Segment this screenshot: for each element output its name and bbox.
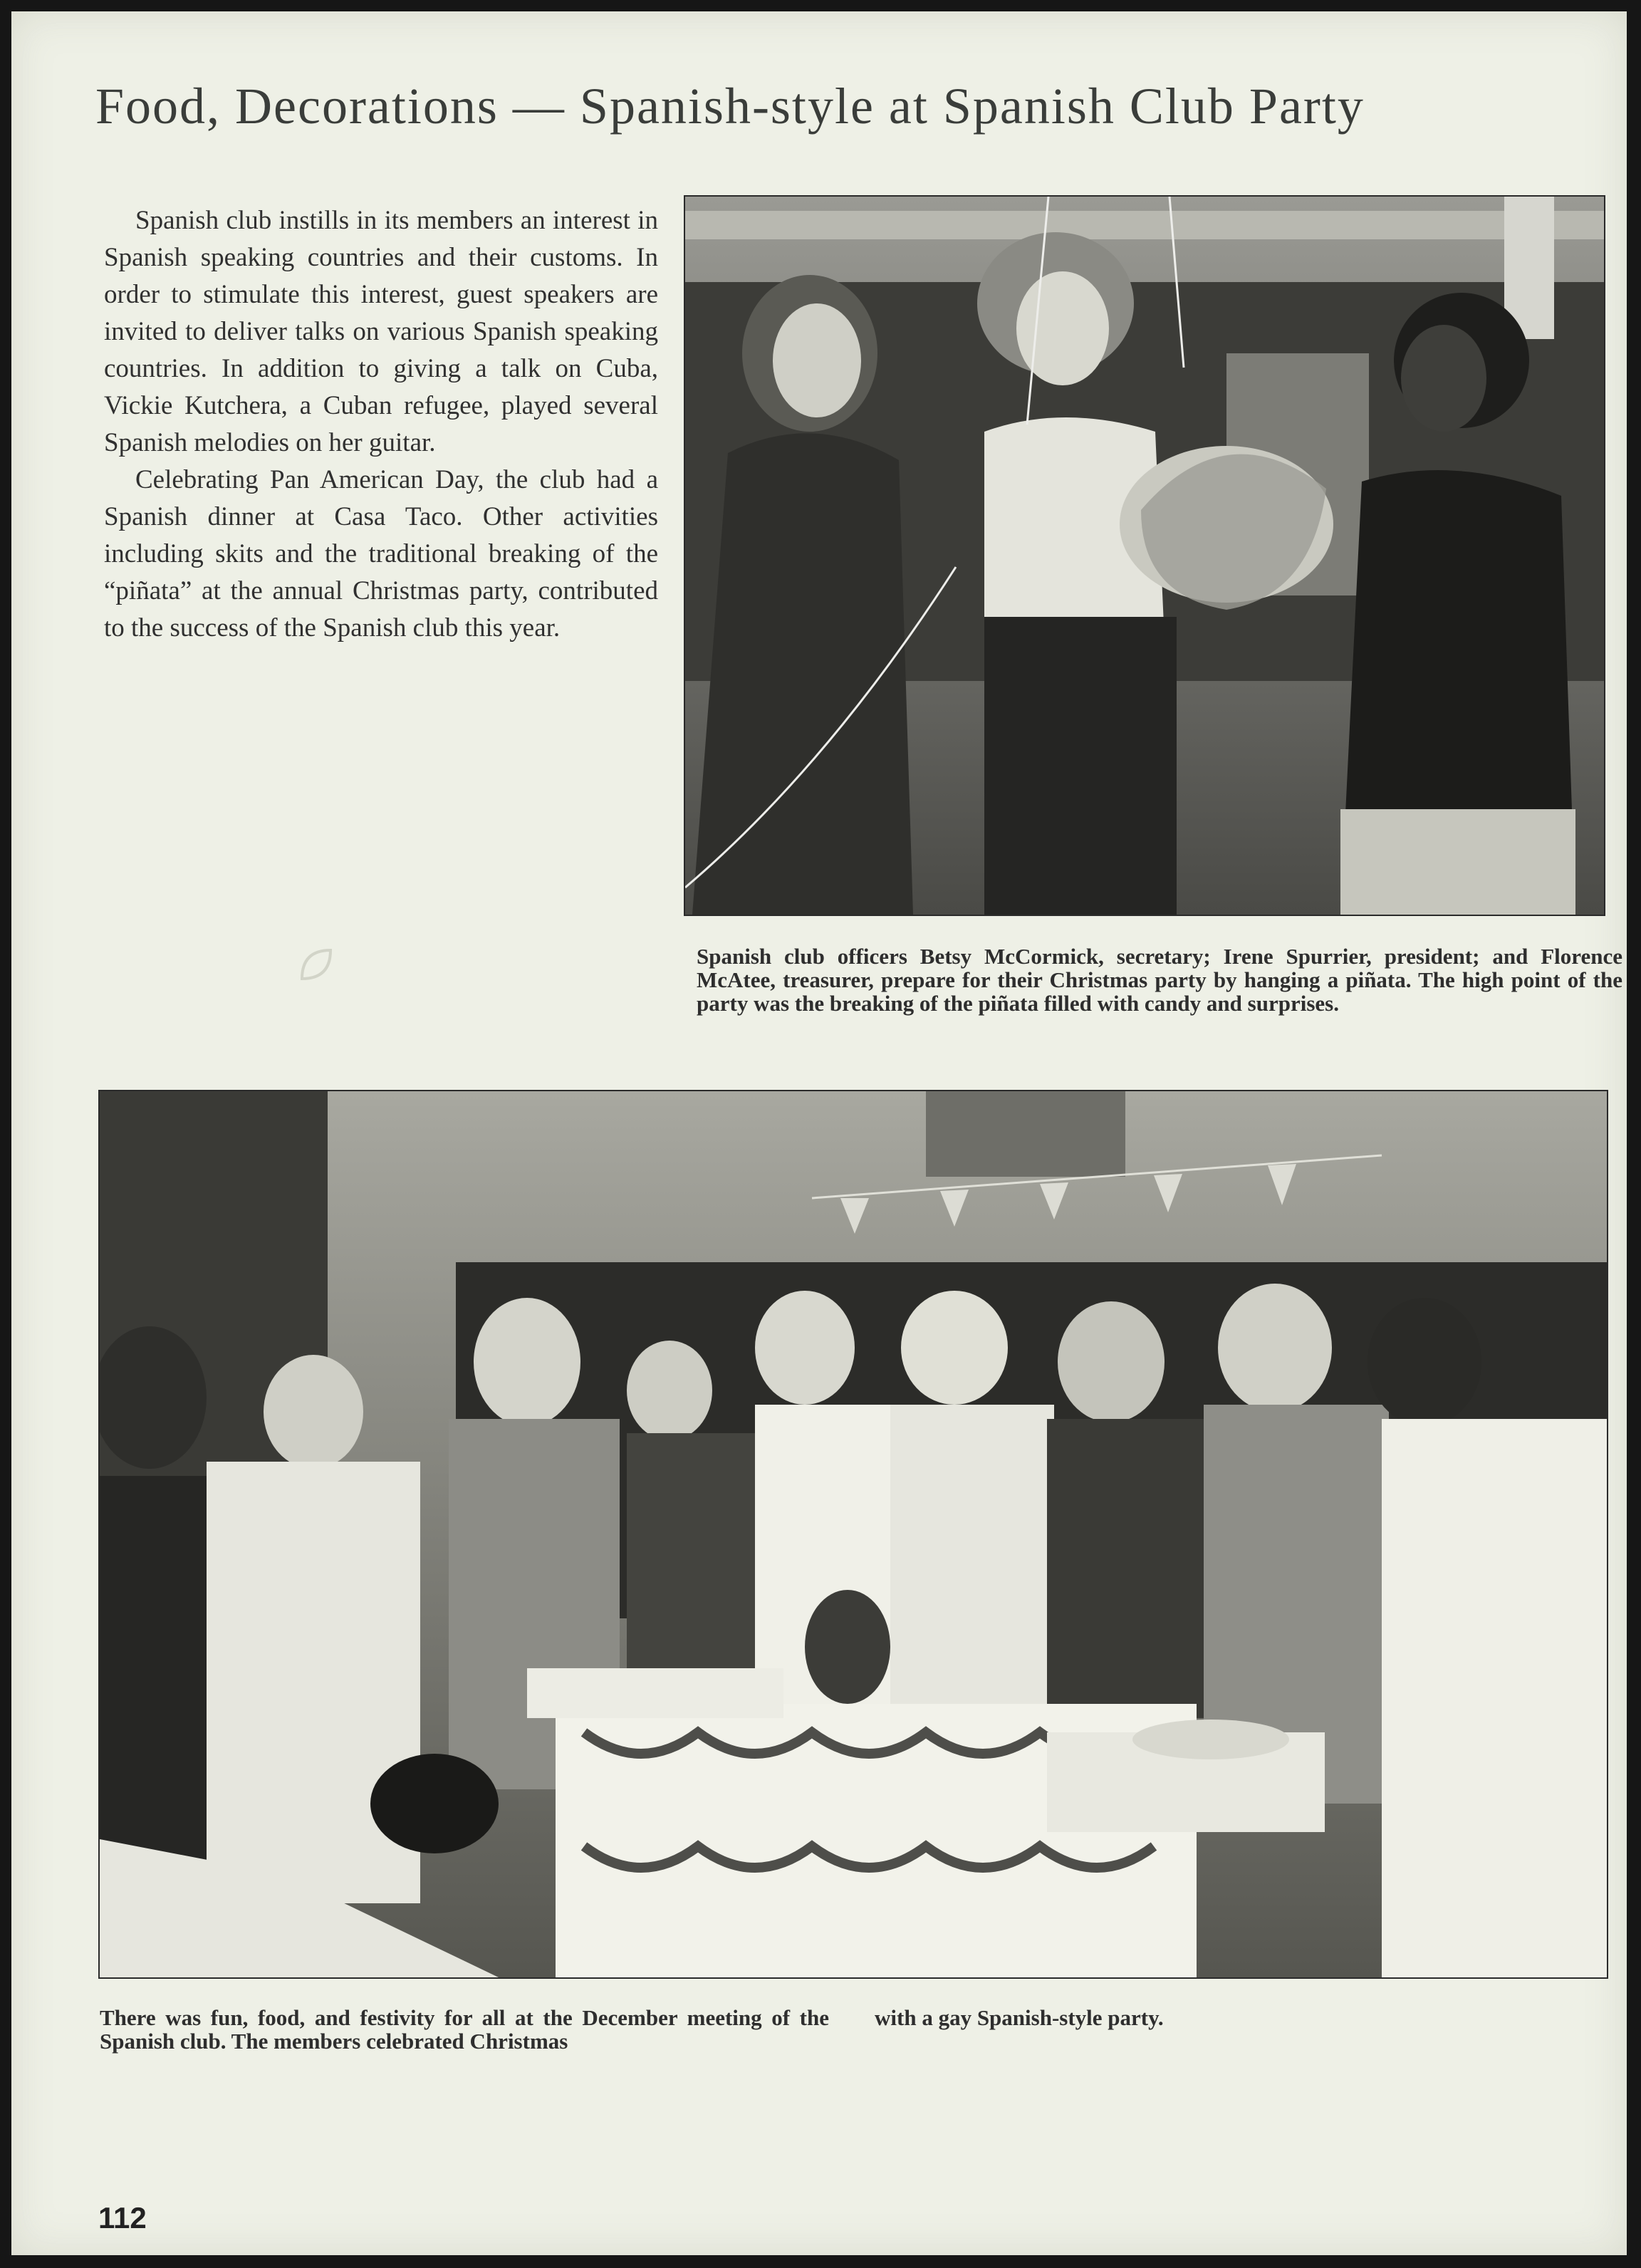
article-paragraph-1: Spanish club instills in its members an interest in Spanish speaking countries and their customs. In order to stimulate this interest, guest speakers are invited to deliver talks on various Spanish speaking countries. In addition to giving a talk on Cuba, Vickie Kutchera, a Cuban refugee, played several Spanish melodies on her guitar. — [104, 206, 658, 457]
party-photo-caption-part-1: There was fun, food, and festivity for all at the December meeting of the Spanish club. The members celebrated Christmas — [100, 2005, 829, 2054]
article-paragraph-2: Celebrating Pan American Day, the club had a Spanish dinner at Casa Taco. Other activities including skits and the traditional breaking of the “piñata” at the annual Christmas party, contributed to the success of the Spanish club this year. — [104, 465, 658, 643]
party-photo-caption-part-2: with a gay Spanish-style party. — [875, 2005, 1164, 2030]
page-title: Food, Decorations — Spanish-style at Spanish Club Party — [95, 78, 1365, 135]
yearbook-page — [11, 11, 1627, 2255]
officers-photo-caption: Spanish club officers Betsy McCormick, secretary; Irene Spurrier, president; and Florence McAtee, treasurer, prepare for their Christmas party by hanging a piñata. The high point of the party was the breaking of the piñata filled with candy and surprises. — [697, 944, 1622, 1016]
leaf-watermark-icon — [295, 943, 338, 986]
page-number: 112 — [98, 2201, 147, 2235]
article-text — [104, 202, 658, 647]
christmas-party-photo — [98, 1090, 1608, 1979]
officers-pinata-photo — [684, 195, 1605, 916]
